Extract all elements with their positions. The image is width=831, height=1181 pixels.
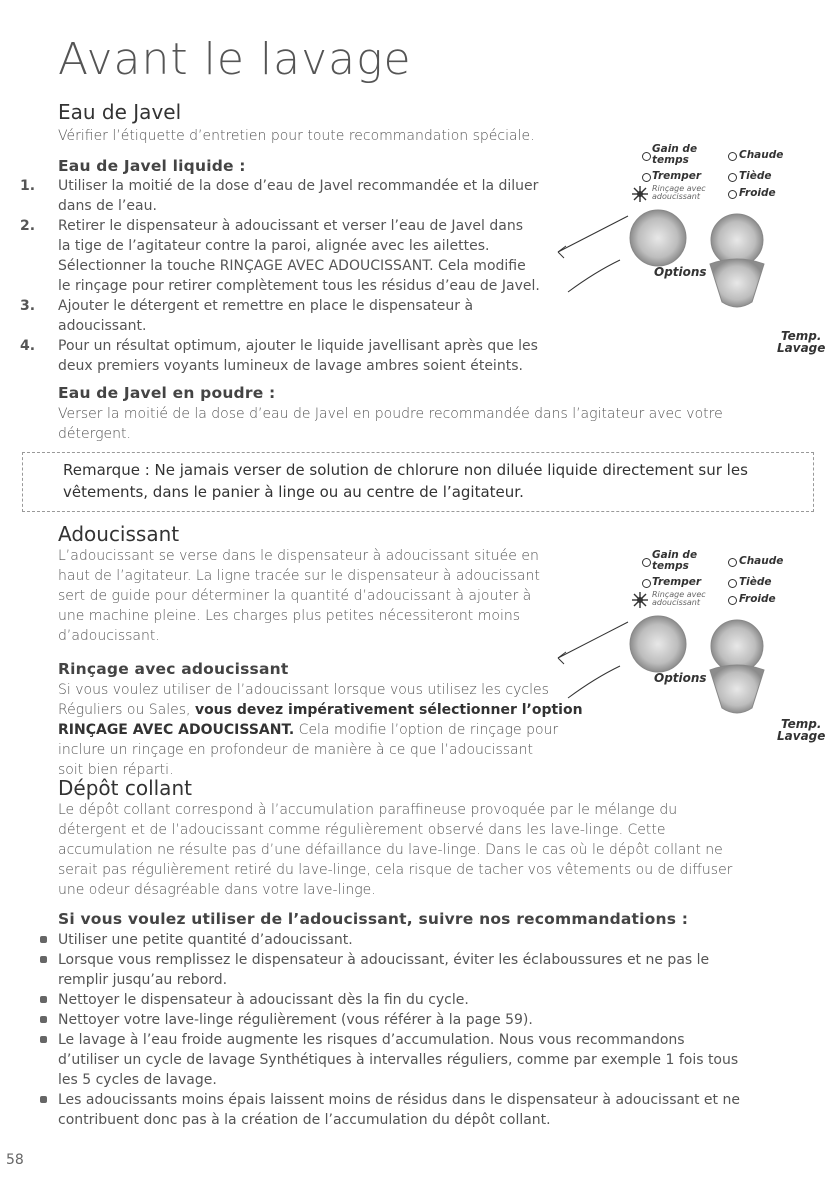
bleach-step: 2. Retirer le dispensateur à adoucissant et verser l’eau de Javel dans la tige de l’agitateur contre la paroi, alignée avec les ailettes. Sélectionner la touche RINÇAGE AVEC ADOUCISSANT. Cela modifie le rinçage pour retirer complètement tous les résidus d’eau de Javel. — [20, 218, 540, 294]
radio-icon — [728, 558, 737, 567]
radio-icon — [642, 152, 651, 161]
radio-icon — [642, 173, 651, 182]
recommendations-list — [36, 930, 806, 1130]
temp-button-icon — [711, 214, 763, 266]
temp-down-button-icon — [710, 259, 764, 307]
page-number: 58 — [6, 1152, 24, 1168]
list-item: Utiliser une petite quantité d’adoucissant. — [36, 930, 806, 950]
radio-icon — [728, 596, 737, 605]
bleach-step: 3. Ajouter le détergent et remettre en place le dispensateur à adoucissant. — [20, 298, 474, 334]
list-item: Le lavage à l’eau froide augmente les risques d’accumulation. Nous vous recommandons d’utiliser un cycle de lavage Synthétiques à intervalles réguliers, comme par exemple 1 fois tous les 5 cycles de lavage. — [36, 1030, 806, 1090]
froide-label: Froide — [739, 593, 776, 605]
warning-note: Remarque : Ne jamais verser de solution de chlorure non diluée liquide directement sur les vêtements, dans le panier à linge ou au centre de l’agitateur. — [22, 452, 814, 512]
rincage-adoucissant-label: Rinçage avec adoucissant — [652, 184, 706, 201]
temp-button-icon — [711, 620, 763, 672]
rinse-softener-text: Si vous voulez utiliser de l’adoucissant lorsque vous utilisez les cycles Réguliers ou Sales, vous devez impérativement sélectionner l’option RINÇAGE AVEC ADOUCISSANT. Cela modifie l’option de rinçage pour inclure un rinçage en profondeur de manière à ce que l’adoucissant soit bien réparti. — [58, 682, 583, 778]
list-item: Lorsque vous remplissez le dispensateur à adoucissant, éviter les éclaboussures et ne pas le remplir jusqu’au rebord. — [36, 950, 806, 990]
list-item: Nettoyer le dispensateur à adoucissant dès la fin du cycle. — [36, 990, 806, 1010]
bleach-step: 4. Pour un résultat optimum, ajouter le liquide javellisant après que les deux premiers voyants lumineux de lavage ambres soient éteints. — [20, 338, 538, 374]
temp-lavage-label: Temp. Lavage — [777, 329, 826, 355]
tiede-label: Tiède — [739, 170, 772, 182]
control-panel-illustration — [630, 142, 826, 355]
temp-lavage-label: Temp. Lavage — [777, 717, 826, 743]
option-button-icon — [630, 616, 686, 672]
recommendations-heading: Si vous voulez utiliser de l’adoucissant, suivre nos recommandations : — [58, 910, 689, 928]
list-item: Les adoucissants moins épais laissent moins de résidus dans le dispensateur à adoucissant et ne contribuent donc pas à la création de l’accumulation du dépôt collant. — [36, 1090, 806, 1130]
tremper-label: Tremper — [652, 170, 702, 182]
froide-label: Froide — [739, 187, 776, 199]
powder-bleach-heading: Eau de Javel en poudre : — [58, 384, 276, 402]
sparkle-icon — [632, 186, 648, 202]
softener-heading: Adoucissant — [58, 522, 180, 546]
tiede-label: Tiède — [739, 576, 772, 588]
rinse-softener-heading: Rinçage avec adoucissant — [58, 660, 289, 678]
option-button-icon — [630, 210, 686, 266]
radio-icon — [728, 152, 737, 161]
powder-bleach-text: Verser la moitié de la dose d’eau de Javel en poudre recommandée dans l’agitateur avec votre détergent. — [58, 406, 723, 442]
radio-icon — [642, 558, 651, 567]
chaude-label: Chaude — [739, 555, 784, 567]
bleach-intro: Vérifier l’étiquette d’entretien pour toute recommandation spéciale. — [58, 128, 535, 144]
residue-text: Le dépôt collant correspond à l’accumulation paraffineuse provoquée par le mélange du détergent et de l’adoucissant comme régulièrement observé dans les lave-linge. Cette accumulation ne résulte pas d’une défaillance du lave-linge. Dans le cas où le dépôt collant ne serait pas régulièrement retiré du lave-linge, cela risque de tacher vos vêtements ou de diffuser une odeur désagréable dans votre lave-linge. — [58, 802, 733, 898]
residue-heading: Dépôt collant — [58, 776, 192, 800]
tremper-label: Tremper — [652, 576, 702, 588]
temp-down-button-icon — [710, 665, 764, 713]
list-item: Nettoyer votre lave-linge régulièrement (vous référer à la page 59). — [36, 1010, 806, 1030]
chaude-label: Chaude — [739, 149, 784, 161]
bleach-steps — [20, 176, 540, 376]
rincage-adoucissant-label: Rinçage avec adoucissant — [652, 590, 706, 607]
gain-de-temps-label: Gain de temps — [652, 143, 698, 166]
radio-icon — [642, 579, 651, 588]
radio-icon — [728, 579, 737, 588]
gain-de-temps-label: Gain de temps — [652, 549, 698, 572]
bleach-step: 1. Utiliser la moitié de la dose d’eau de Javel recommandée et la diluer dans de l’eau. — [20, 178, 539, 214]
softener-text: L’adoucissant se verse dans le dispensateur à adoucissant située en haut de l’agitateur. La ligne tracée sur le dispensateur à adoucissant sert de guide pour déterminer la quantité d’adoucissant à ajouter à une machine pleine. Les charges plus petites nécessiteront moins d’adoucissant. — [58, 548, 540, 644]
bleach-heading: Eau de Javel — [58, 100, 182, 124]
control-panel-illustration — [630, 548, 826, 753]
options-label: Options — [654, 265, 707, 279]
sparkle-icon — [632, 592, 648, 608]
radio-icon — [728, 190, 737, 199]
page-title: Avant le lavage — [58, 34, 412, 85]
liquid-bleach-heading: Eau de Javel liquide : — [58, 157, 246, 175]
radio-icon — [728, 173, 737, 182]
options-label: Options — [654, 671, 707, 685]
